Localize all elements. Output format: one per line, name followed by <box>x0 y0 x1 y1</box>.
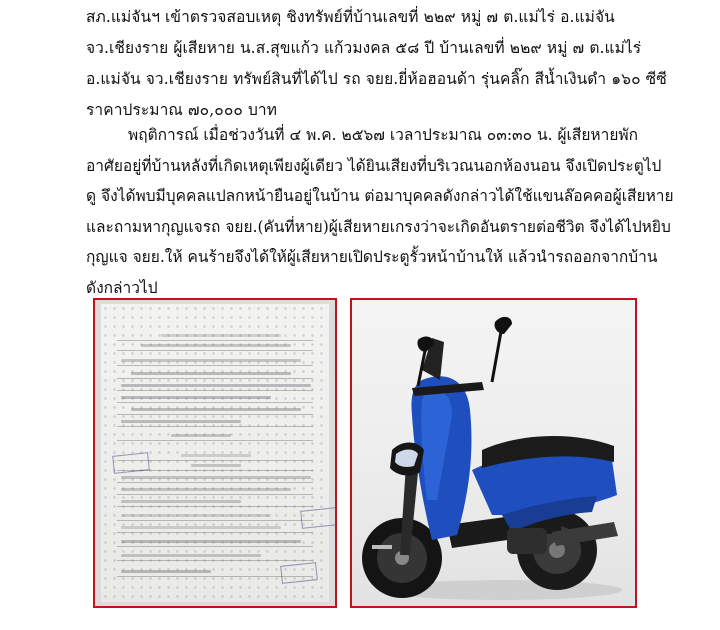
report-line: พฤติการณ์ เมื่อช่วงวันที่ ๔ พ.ค. ๒๕๖๗ เวลาประมาณ ๐๓:๓๐ น. ผู้เสียหายพัก <box>128 126 639 144</box>
document-rule <box>117 494 313 495</box>
document-text-line <box>121 514 271 517</box>
document-text-line <box>121 476 311 479</box>
document-rule <box>117 482 313 483</box>
report-line: ดังกล่าวไป <box>86 278 158 297</box>
document-text-line <box>181 454 251 457</box>
document-text-line <box>191 464 241 467</box>
document-rule <box>117 390 313 391</box>
report-line: อาศัยอยู่ที่บ้านหลังที่เกิดเหตุเพียงผู้เดียว ได้ยินเสียงที่บริเวณนอกห้องนอน จึงเปิดประตูไป <box>86 156 662 175</box>
document-stamp <box>300 507 337 529</box>
document-rule <box>117 440 313 441</box>
report-line: ราคาประมาณ ๗๐,๐๐๐ บาท <box>86 101 278 119</box>
document-paper <box>101 304 329 602</box>
document-text-line <box>121 488 291 491</box>
document-stamp <box>280 562 318 584</box>
registration-document-photo <box>93 298 337 608</box>
document-rule <box>117 560 313 561</box>
document-text-line <box>121 396 271 399</box>
motorcycle-illustration <box>352 300 635 606</box>
document-rule <box>117 350 313 351</box>
document-rule <box>117 506 313 507</box>
motorcycle-photo <box>350 298 637 608</box>
document-rule <box>117 426 313 427</box>
document-rule <box>117 546 313 547</box>
report-line: อ.แม่จัน จว.เชียงราย ทรัพย์สินที่ได้ไป รถ จยย.ยี่ห้อฮอนด้า รุ่นคลิ๊ก สีน้ำเงินดำ ๑๖๐ ซีซี <box>86 70 667 88</box>
document-text-line <box>121 500 241 503</box>
document-text-line <box>121 540 301 543</box>
report-paragraph-2 <box>86 120 686 303</box>
document-text-line <box>141 344 291 347</box>
document-rule <box>117 378 313 379</box>
document-text-line <box>131 372 291 375</box>
document-text-line <box>121 554 261 557</box>
document-text-line <box>131 408 301 411</box>
document-rule <box>117 402 313 403</box>
report-line: จว.เชียงราย ผู้เสียหาย น.ส.สุขแก้ว แก้วมงคล ๕๘ ปี บ้านเลขที่ ๒๒๙ หมู่ ๗ ต.แม่ไร่ <box>86 39 642 57</box>
document-text-line <box>121 384 311 387</box>
report-line: และถามหากุญแจรถ จยย.(คันที่หาย)ผู้เสียหายเกรงว่าจะเกิดอันตรายต่อชีวิต จึงได้ไปหยิบ <box>86 217 671 236</box>
document-text-line <box>121 420 241 423</box>
document-text-line <box>171 434 231 437</box>
document-rule <box>117 365 313 366</box>
document-stamp <box>112 452 150 474</box>
document-rule <box>117 532 313 533</box>
document-text-line <box>161 334 281 337</box>
document-rule <box>117 340 313 341</box>
document-text-line <box>121 570 211 573</box>
document-rule <box>117 414 313 415</box>
document-text-line <box>121 526 281 529</box>
report-line: ดู จึงได้พบมีบุคคลแปลกหน้ายืนอยู่ในบ้าน ต่อมาบุคคลดังกล่าวได้ใช้แขนล๊อคคอผู้เสียหาย <box>86 187 674 205</box>
document-rule <box>117 520 313 521</box>
report-line: กุญแจ จยย.ให้ คนร้ายจึงได้ให้ผู้เสียหายเปิดประตูรั้วหน้าบ้านให้ แล้วนำรถออกจากบ้าน <box>86 248 658 266</box>
document-text-line <box>121 359 301 362</box>
report-paragraph-1 <box>86 2 686 126</box>
report-line: สภ.แม่จันฯ เข้าตรวจสอบเหตุ ชิงทรัพย์ที่บ้านเลขที่ ๒๒๙ หมู่ ๗ ต.แม่ไร่ อ.แม่จัน <box>86 8 615 26</box>
